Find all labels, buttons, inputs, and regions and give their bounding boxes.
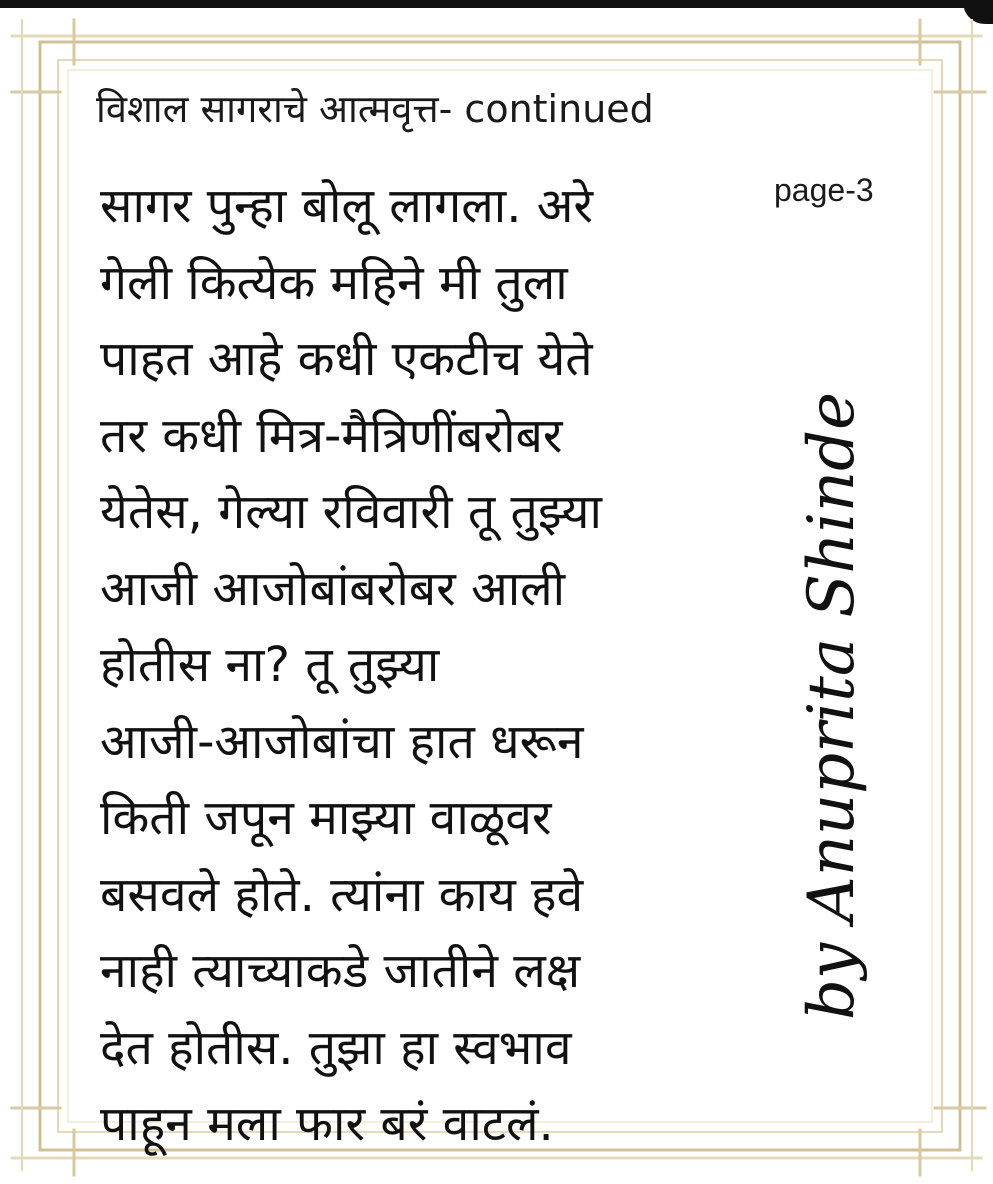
text-line: होतीस ना? तू तुझ्या <box>100 637 440 693</box>
author-signature: by Anuprita Shinde <box>795 392 869 1020</box>
text-line: तर कधी मित्र-मैत्रिणींबरोबर <box>100 407 563 464</box>
text-line: सागर पुन्हा बोलू लागला. अरे <box>100 178 594 234</box>
text-line: नाही त्याच्याकडे जातीने लक्ष <box>100 943 581 999</box>
text-line: बसवले होते. त्यांना काय हवे <box>100 866 584 923</box>
text-line: आजी आजोबांबरोबर आली <box>100 560 566 617</box>
document-header: विशाल सागराचे आत्मवृत्त- continued <box>96 87 654 131</box>
text-line: पाहत आहे कधी एकटीच येते <box>100 331 593 387</box>
text-line: किती जपून माझ्या वाळूवर <box>100 790 552 846</box>
text-line: येतेस, गेल्या रविवारी तू तुझ्या <box>100 484 602 540</box>
text-line: पाहून मला फार बरं वाटलं. <box>100 1096 554 1152</box>
text-line: आजी-आजोबांचा हात धरून <box>100 713 584 770</box>
text-line: देत होतीस. तुझा हा स्वभाव <box>100 1019 572 1076</box>
text-line: गेली कित्येक महिने मी तुला <box>100 254 568 311</box>
body-text <box>100 168 780 1163</box>
page-number-label: page-3 <box>774 172 874 208</box>
